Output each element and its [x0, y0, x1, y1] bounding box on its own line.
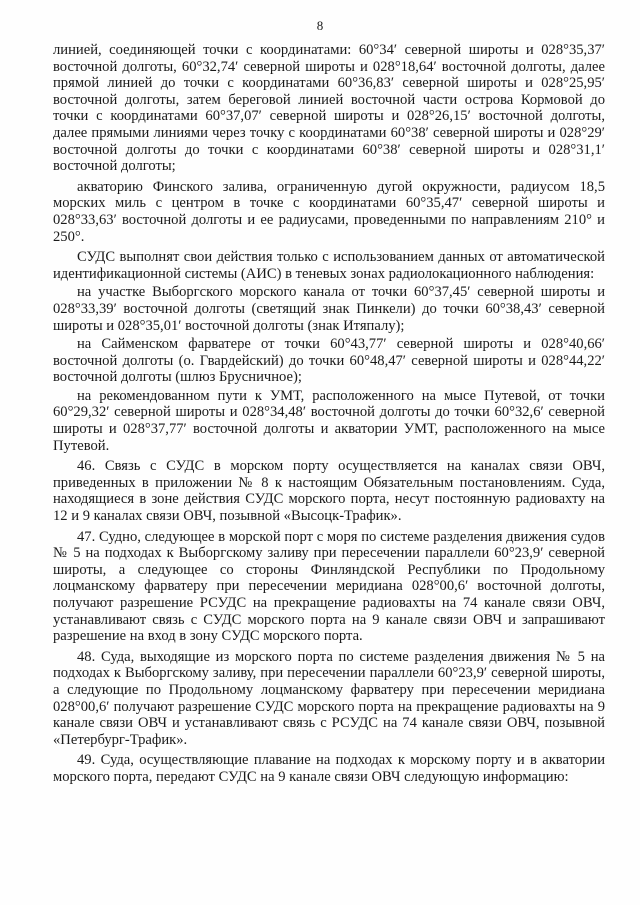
paragraph-49: 49. Суда, осуществляющие плавание на подходах к морскому порту и в акватории морского порта, передают СУДС на 9 канале связи ОВЧ следующую информацию:	[53, 752, 605, 785]
paragraph-continuation: линией, соединяющей точки с координатами: 60°34′ северной широты и 028°35,37′ восточной долготы, 60°32,74′ северной широты и 028°18,64′ восточной долготы, далее прямой линией до точки с координатами 60°36,83′ северной широты и 028°25,95′ восточной долготы, затем береговой линией восточной части острова Кормовой до точки с координатами 60°37,07′ северной широты и 028°26,15′ восточной долготы, далее прямыми линиями через точку с координатами 60°38′ северной широты и 028°29′ восточной долготы до точки с координатами 60°38′ северной широты и 028°31,1′ восточной долготы;	[53, 42, 605, 175]
paragraph-recommended-route: на рекомендованном пути к УМТ, расположенного на мысе Путевой, от точки 60°29,32′ северной широты и 028°34,48′ восточной долготы до точки 60°32,6′ северной широты и 028°37,77′ восточной долготы и акватории УМТ, расположенного на мысе Путевой.	[53, 387, 605, 454]
paragraph-48: 48. Суда, выходящие из морского порта по системе разделения движения № 5 на подходах к Выборгскому заливу, при пересечении параллели 60°23,9′ северной широты, а следующие по Продольному лоцманскому фарватеру при пересечении меридиана 028°00,6′ получают разрешение СУДС морского порта на прекращение радиовахты на 9 канале связи ОВЧ и устанавливают связь с РСУДС на 74 канале связи ОВЧ, позывной «Петербург-Трафик».	[53, 648, 605, 748]
document-body	[53, 42, 605, 790]
paragraph-46: 46. Связь с СУДС в морском порту осуществляется на каналах связи ОВЧ, приведенных в приложении № 8 к настоящим Обязательным постановлениям. Суда, находящиеся в зоне действия СУДС морского порта, несут постоянную радиовахту на 12 и 9 каналах связи ОВЧ, позывной «Высоцк-Трафик».	[53, 458, 605, 525]
paragraph-saimaa-fairway: на Сайменском фарватере от точки 60°43,77′ северной широты и 028°40,66′ восточной долготы (о. Гвардейский) до точки 60°48,47′ северной широты и 028°44,22′ восточной долготы (шлюз Брусничное);	[53, 336, 605, 386]
page-number: 8	[316, 18, 324, 33]
paragraph-gulf-area: акваторию Финского залива, ограниченную дугой окружности, радиусом 18,5 морских миль с центром в точке с координатами 60°35,47′ северной широты и 028°33,63′ восточной долготы и ее радиусами, проведенными по направлениям 210° и 250°.	[53, 178, 605, 245]
paragraph-vyborg-canal: на участке Выборгского морского канала от точки 60°37,45′ северной широты и 028°33,39′ восточной долготы (светящий знак Пинкели) до точки 60°38,43′ северной широты и 028°35,01′ восточной долготы (знак Итяпалу);	[53, 284, 605, 334]
paragraph-ais-intro: СУДС выполнят свои действия только с использованием данных от автоматической идентификационной системы (АИС) в теневых зонах радиолокационного наблюдения:	[53, 249, 605, 282]
paragraph-47: 47. Судно, следующее в морской порт с моря по системе разделения движения судов № 5 на подходах к Выборгскому заливу при пересечении параллели 60°23,9′ северной широты, а следующее со стороны Финляндской Республики по Продольному лоцманскому фарватеру при пересечении меридиана 028°00,6′ восточной долготы, получают разрешение РСУДС на прекращение радиовахты на 74 канале связи ОВЧ, устанавливают связь с СУДС морского порта на 9 канале связи ОВЧ и запрашивают разрешение на вход в зону СУДС морского порта.	[53, 528, 605, 645]
